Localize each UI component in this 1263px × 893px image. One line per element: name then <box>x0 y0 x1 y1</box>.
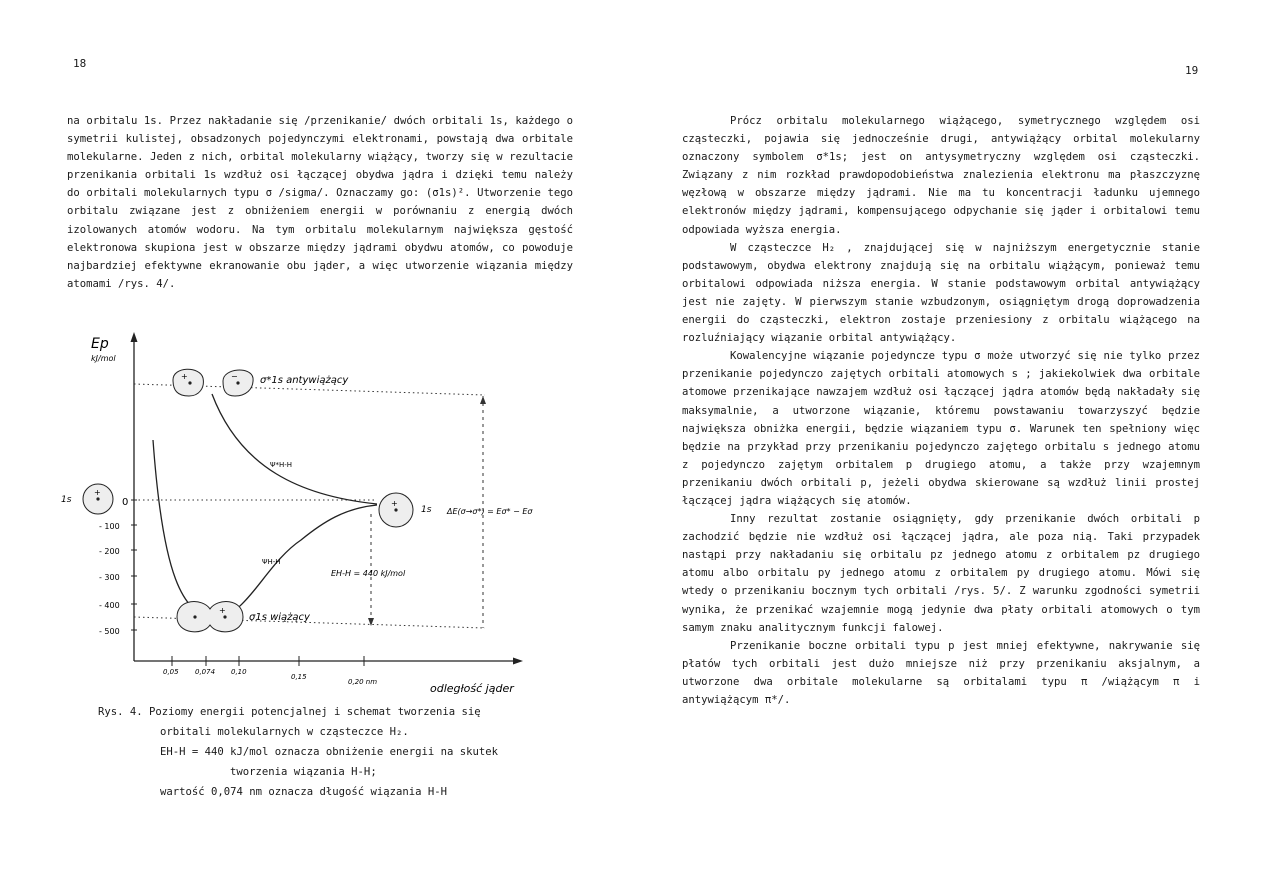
caption-line: Rys. 4. Poziomy energii potencjalnej i schemat tworzenia się <box>98 706 481 718</box>
svg-text:+: + <box>94 488 101 497</box>
paragraph-1: Prócz orbitalu molekularnego wiążącego, symetrycznego względem osi cząsteczki, pojawia się jednocześnie drugi, antywiążący orbital molekularny oznaczony symbolem σ*1s; jest on antysymetryczny względem osi cząsteczki. Związany z nim rozkład prawdopodobieństwa znalezienia elektronu ma płaszczyznę węzłową w obszarze między jądrami. Nie ma tu koncentracji ładunku ujemnego elektronów między jądrami, kompensującego odpychanie się jąder i orbitalowi temu odpowiada wyższa energia. <box>682 115 1200 236</box>
y-axis-arrow <box>131 332 138 342</box>
y-axis-label: Ep <box>91 336 109 352</box>
right-atom-orbital <box>379 493 413 527</box>
bonding-orbital <box>177 602 243 632</box>
delta-label: ΔE(σ→σ*) = Eσ* − Eσ <box>447 507 533 516</box>
antibonding-label: σ*1s antywiążący <box>260 375 349 386</box>
x-axis-label: odległość jąder <box>430 682 514 695</box>
left-paragraph <box>67 112 573 293</box>
left-page <box>0 0 620 893</box>
x-tick-label: 0,15 <box>291 673 307 681</box>
left-atom-orbital <box>83 484 113 514</box>
paragraph-2: W cząsteczce H₂ , znajdującej się w najniższym energetycznie stanie podstawowym, obydwa elektrony znajdują się na orbitalu wiążącym, ponieważ temu orbitalowi odpowiada niższa energia. W stanie podstawowym orbital antywiążący jest nie zajęty. W pierwszym stanie wzbudzonym, osiągniętym drogą doprowadzenia energii do cząsteczki, elektron zostaje przeniesiony z orbitalu wiążącego na rozluźniający wiązanie orbital antywiążący. <box>682 241 1200 345</box>
y-tick-label: - 200 <box>99 547 120 556</box>
left-paragraph-text: na orbitalu 1s. Przez nakładanie się /przenikanie/ dwóch orbitali 1s, każdego o symetrii kulistej, obsadzonych pojedynczymi elektronami, powstają dwa orbitale molekularne. Jeden z nich, orbital molekularny wiążący, tworzy się w rezultacie przenikania orbitali 1s wzdłuż osi łączącej obydwa jądra i dzięki temu należy do orbitali molekularnych typu σ /sigma/. Oznaczamy go: (σ1s)². Utworzenie tego orbitalu związane jest z obniżeniem energii w porównaniu z energią dwóch izolowanych atomów wodoru. Na tym orbitalu molekularnym największa gęstość elektronowa skupiona jest w obszarze między jądrami obydwu atomów, co powoduje najbardziej efektywne ekranowanie obu jąder, a więc utworzenie wiązania między atomami /rys. 4/. <box>67 115 573 290</box>
lower-curve-label: ΨH-H <box>262 558 281 566</box>
antibonding-curve <box>212 394 377 504</box>
svg-text:+: + <box>391 499 398 508</box>
paragraph-4: Inny rezultat zostanie osiągnięty, gdy przenikanie dwóch orbitali p zachodzić będzie nie wzdłuż osi łączącej jądra, ale poza nią. Taki przypadek nastąpi przy nakładaniu się orbitalu pz jednego atomu z orbitalem pz drugiego atomu albo orbitalu py jednego atomu z orbitalem py drugiego atomu. Mówi się wtedy o przenikaniu bocznym tych orbitali /rys. 5/. Z warunku zgodności symetrii wynika, że przenikać wzajemnie mogą jedynie dwa płaty orbitali atomowych o tym samym znaku analitycznym funkcji falowej. <box>682 513 1200 634</box>
page-gutter <box>620 0 632 893</box>
y-tick-label: - 100 <box>99 522 120 531</box>
y-tick-label: 0 <box>122 497 129 508</box>
atom-label-right: 1s <box>421 505 432 515</box>
y-axis-unit: kJ/mol <box>91 354 116 363</box>
plus-sign: + <box>181 372 188 381</box>
bonding-label: σ1s wiążący <box>249 612 310 623</box>
upper-curve-label: Ψ*H-H <box>270 461 293 469</box>
antibonding-orbital <box>173 369 253 396</box>
x-tick-label: 0,074 <box>195 668 216 676</box>
right-page <box>632 0 1263 893</box>
right-text <box>682 112 1200 709</box>
y-tick-label: - 500 <box>99 627 120 636</box>
x-tick-label: 0,05 <box>163 668 179 676</box>
y-tick-label: - 400 <box>99 601 120 610</box>
minus-sign: − <box>231 372 238 381</box>
svg-text:+: + <box>219 606 226 615</box>
figure-caption <box>98 702 498 802</box>
energy-label: EH-H = 440 kJ/mol <box>331 569 406 578</box>
page-number-right: 19 <box>1185 64 1199 77</box>
x-tick-label: 0,20 nm <box>348 678 378 686</box>
y-ticks <box>99 497 137 636</box>
caption-line: EH-H = 440 kJ/mol oznacza obniżenie energii na skutek <box>160 746 499 758</box>
energy-diagram <box>55 328 565 698</box>
paragraph-5: Przenikanie boczne orbitali typu p jest mniej efektywne, nakrywanie się płatów tych orbitali jest dużo mniejsze niż przy przenikaniu aksjalnym, a utworzone dwa orbitale molekularne są orbitalami typu π /wiążącym π i antywiążącym π*/. <box>682 639 1200 706</box>
caption-line: wartość 0,074 nm oznacza długość wiązania H-H <box>160 786 448 798</box>
delta-e-arrow <box>480 396 486 404</box>
x-axis-arrow <box>513 658 523 665</box>
paragraph-3: Kowalencyjne wiązanie pojedyncze typu σ może utworzyć się nie tylko przez przenikanie pojedynczo zajętych orbitali atomowych s ; jakiekolwiek dwa orbitale atomowe przenikające nawzajem wzdłuż osi łączącej jądra atomów będą nakładały się maksymalnie, a utworzone wiązanie, któremu powstawaniu towarzyszyć będzie największa obniżka energii, będzie wiązaniem typu σ. Warunek ten spełniony więc będzie na przykład przy przenikaniu pojedynczo zajętego orbitalu s jednego atomu z pojedynczo zajętym orbitalem p drugiego atomu, a także przy wzajemnym przenikaniu dwóch orbitali p, jeżeli obydwa skierowane są wzdłuż linii prostej łączącej jądra wiążących się atomów. <box>682 350 1200 507</box>
y-tick-label: - 300 <box>99 573 120 582</box>
atom-label-left: 1s <box>61 495 72 505</box>
page-number-left: 18 <box>73 57 87 70</box>
caption-line: tworzenia wiązania H-H; <box>230 766 377 778</box>
x-tick-label: 0,10 <box>231 668 247 676</box>
caption-line: orbitali molekularnych w cząsteczce H₂. <box>160 726 409 738</box>
